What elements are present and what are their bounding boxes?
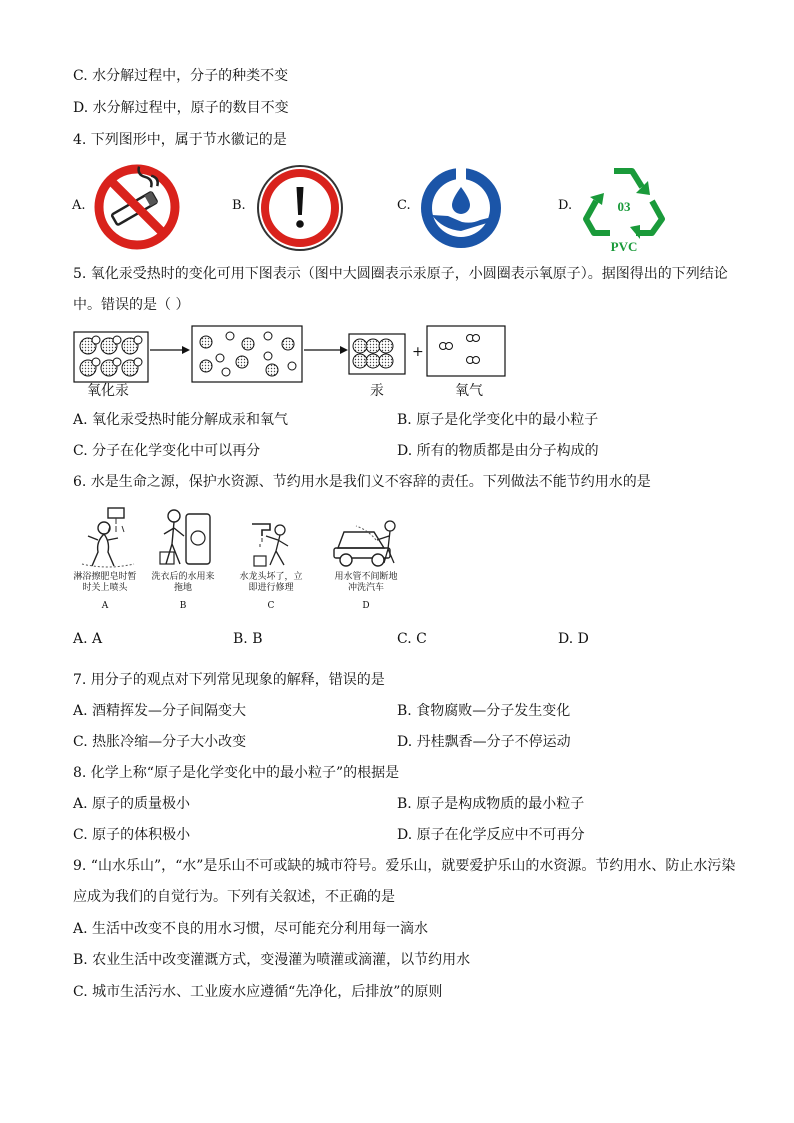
q7-option-c: C. 热胀冷缩—分子大小改变 — [73, 734, 247, 750]
q9-option-a: A. 生活中改变不良的用水习惯，尽可能充分利用每一滴水 — [73, 921, 429, 937]
q6-caption-a: 淋浴擦肥皂时暂时关上喷头 — [73, 572, 137, 593]
q4-label-a: A. — [72, 198, 86, 213]
q9-stem-line1: 9. “山水乐山”，“水”是乐山不可或缺的城市符号。爱乐山，就要爱护乐山的水资源。节约用水、防止水污染 — [73, 858, 736, 874]
q7-option-d: D. 丹桂飘香—分子不停运动 — [397, 734, 571, 750]
prev-option-c: C. 水分解过程中，分子的种类不变 — [73, 68, 289, 84]
prev-option-d: D. 水分解过程中，原子的数目不变 — [73, 100, 289, 116]
q6-letter-b: B — [179, 601, 187, 611]
q9-stem-line2: 应成为我们的自觉行为。下列有关叙述，不正确的是 — [73, 889, 395, 905]
q6-stem: 6. 水是生命之源，保护水资源、节约用水是我们义不容辞的责任。下列做法不能节约用水的是 — [73, 474, 651, 490]
q7-option-a: A. 酒精挥发—分子间隔变大 — [73, 703, 247, 719]
recycle-number: 03 — [617, 199, 631, 214]
washing-picture — [156, 506, 216, 570]
q5-stem-line2: 中。错误的是（ ） — [73, 297, 190, 313]
q6-caption-d: 用水管不间断地冲洗汽车 — [334, 572, 398, 593]
mercury-oxide-decomposition-diagram — [72, 322, 512, 402]
label-mercury: 汞 — [370, 383, 384, 399]
shower-picture — [78, 506, 138, 570]
q5-option-d: D. 所有的物质都是由分子构成的 — [397, 443, 599, 459]
q6-caption-c: 水龙头坏了，立即进行修理 — [239, 572, 303, 593]
water-saving-icon — [418, 165, 504, 251]
q4-label-b: B. — [232, 198, 246, 213]
q6-caption-b: 洗衣后的水用来拖地 — [151, 572, 215, 593]
q8-option-b: B. 原子是构成物质的最小粒子 — [397, 796, 585, 812]
q6-option-a: A. A — [73, 631, 103, 647]
q8-stem: 8. 化学上称“原子是化学变化中的最小粒子”的根据是 — [73, 765, 400, 781]
q5-option-c: C. 分子在化学变化中可以再分 — [73, 443, 261, 459]
q5-option-b: B. 原子是化学变化中的最小粒子 — [397, 412, 599, 428]
warning-exclamation-icon — [255, 163, 345, 253]
q4-label-c: C. — [397, 198, 411, 213]
label-mercury-oxide: 氧化汞 — [87, 383, 129, 399]
q6-letter-a: A — [101, 601, 109, 611]
q5-stem-line1: 5. 氧化汞受热时的变化可用下图表示（图中大圆圈表示汞原子，小圆圈表示氧原子）。据图得出的下列结论 — [73, 266, 728, 282]
q9-option-c: C. 城市生活污水、工业废水应遵循“先净化，后排放”的原则 — [73, 984, 443, 1000]
label-oxygen: 氧气 — [455, 383, 483, 399]
q7-stem: 7. 用分子的观点对下列常见现象的解释，错误的是 — [73, 672, 385, 688]
q8-option-c: C. 原子的体积极小 — [73, 827, 191, 843]
q8-option-a: A. 原子的质量极小 — [73, 796, 191, 812]
label-plus: + — [412, 344, 424, 360]
q4-label-d: D. — [558, 198, 573, 213]
q6-letter-d: D — [362, 601, 370, 611]
recycle-text: PVC — [610, 239, 638, 254]
q8-option-d: D. 原子在化学反应中不可再分 — [397, 827, 585, 843]
no-smoking-icon — [93, 163, 181, 251]
q9-option-b: B. 农业生活中改变灌溉方式，变漫灌为喷灌或滴灌，以节约用水 — [73, 952, 471, 968]
car-washing-picture — [330, 508, 402, 570]
q6-letter-c: C — [267, 601, 275, 611]
q5-option-a: A. 氧化汞受热时能分解成汞和氧气 — [73, 412, 289, 428]
q4-stem: 4. 下列图形中，属于节水徽记的是 — [73, 132, 287, 148]
q6-option-c: C. C — [397, 631, 427, 647]
recycle-pvc-icon — [580, 157, 668, 257]
q6-option-d: D. D — [558, 631, 589, 647]
q7-option-b: B. 食物腐败—分子发生变化 — [397, 703, 571, 719]
faucet-repair-picture — [246, 516, 296, 570]
q6-option-b: B. B — [233, 631, 263, 647]
